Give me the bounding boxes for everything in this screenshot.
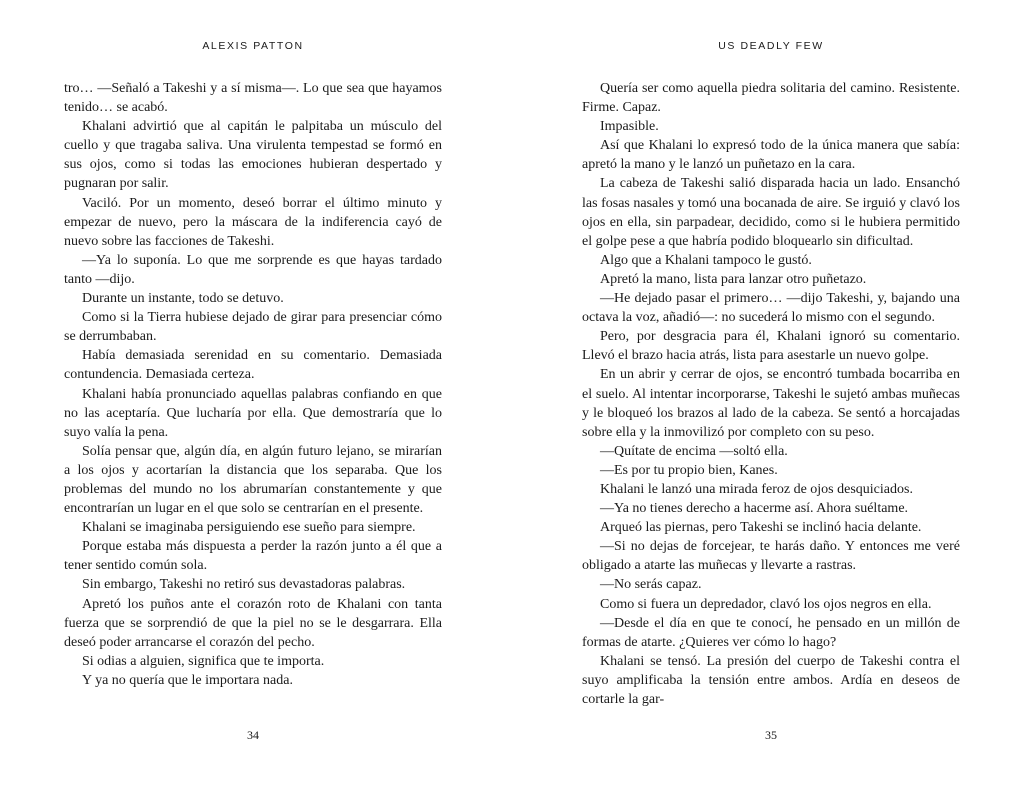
paragraph: Había demasiada serenidad en su comentario. Demasiada contundencia. Demasiada certeza. [64,348,442,383]
paragraph: Porque estaba más dispuesta a perder la razón junto a él que a tener sentido común sola. [64,539,442,574]
paragraph: Impasible. [600,119,659,135]
paragraph: —Ya no tienes derecho a hacerme así. Ahora suéltame. [600,501,909,517]
right-page-body [582,79,960,709]
paragraph: Arqueó las piernas, pero Takeshi se inclinó hacia delante. [600,520,922,536]
paragraph: tro… —Señaló a Takeshi y a sí misma—. Lo que sea que hayamos tenido… se acabó. [64,81,442,116]
left-page-body [64,79,442,690]
paragraph: Khalani se imaginaba persiguiendo ese sueño para siempre. [82,520,416,536]
paragraph: Si odias a alguien, significa que te importa. [82,653,325,669]
paragraph: Pero, por desgracia para él, Khalani ignoró su comentario. Llevó el brazo hacia atrás, lista para asestarle un nuevo golpe. [582,329,960,364]
paragraph: Quería ser como aquella piedra solitaria del camino. Resistente. Firme. Capaz. [582,81,960,116]
paragraph: Algo que a Khalani tampoco le gustó. [600,252,812,268]
paragraph: Khalani se tensó. La presión del cuerpo de Takeshi contra el suyo amplificaba la tensión entre ambos. Ardía en deseos de cortarle la gar- [582,653,960,707]
paragraph: Durante un instante, todo se detuvo. [82,291,284,307]
paragraph: Solía pensar que, algún día, en algún futuro lejano, se mirarían a los ojos y acortarían la distancia que los separaba. Que los problemas del mundo no los abrumarían constantemente y que encontrarían un lugar en el que solo se centrarían en el presente. [64,443,442,517]
paragraph: —He dejado pasar el primero… —dijo Takeshi, y, bajando una octava la voz, añadió—: no sucederá lo mismo con el segundo. [582,291,960,326]
paragraph: Sin embargo, Takeshi no retiró sus devastadoras palabras. [82,577,406,593]
paragraph: —Quítate de encima —soltó ella. [600,443,788,459]
paragraph: Como si la Tierra hubiese dejado de girar para presenciar cómo se derrumbaban. [64,310,442,345]
running-head-author: ALEXIS PATTON [202,40,304,52]
paragraph: Khalani le lanzó una mirada feroz de ojos desquiciados. [600,481,913,497]
paragraph: —Ya lo suponía. Lo que me sorprende es que hayas tardado tanto —dijo. [64,252,442,287]
paragraph: Khalani advirtió que al capitán le palpitaba un músculo del cuello y que tragaba saliva. Una virulenta tempestad se formó en sus ojos, como si todas las emociones hubieran despertado y pugnaran por salir. [64,119,442,192]
page-number: 35 [765,728,777,742]
paragraph: Khalani había pronunciado aquellas palabras confiando en que no las aceptaría. Que lucharía por ella. Que demostraría que lo suyo valía la pena. [64,386,442,440]
paragraph: Así que Khalani lo expresó todo de la única manera que sabía: apretó la mano y le lanzó un puñetazo en la cara. [582,138,960,173]
paragraph: —Es por tu propio bien, Kanes. [600,462,778,478]
left-page [64,0,442,785]
paragraph: Vaciló. Por un momento, deseó borrar el último minuto y empezar de nuevo, pero la máscara de la indiferencia cayó de nuevo sobre las facciones de Takeshi. [64,195,442,249]
paragraph: Apretó la mano, lista para lanzar otro puñetazo. [600,271,867,287]
paragraph: —No serás capaz. [600,577,702,593]
right-page [582,0,960,785]
paragraph: —Si no dejas de forcejear, te harás daño. Y entonces me veré obligado a atarte las muñecas y llevarte a rastras. [582,539,960,574]
running-head-title: US DEADLY FEW [718,40,824,52]
paragraph: La cabeza de Takeshi salió disparada hacia un lado. Ensanchó las fosas nasales y tomó una bocanada de aire. Se irguió y clavó los ojos en ella, sin parpadear, decidido, como si le hubiera permitido el golpe pese a que habría podido bloquearlo sin dificultad. [582,176,960,249]
paragraph: —Desde el día en que te conocí, he pensado en un millón de formas de atarte. ¿Quieres ver cómo lo hago? [582,615,960,650]
paragraph: En un abrir y cerrar de ojos, se encontró tumbada bocarriba en el suelo. Al intentar incorporarse, Takeshi le sujetó ambas muñecas y le bloqueó los brazos al lado de la cabeza. Se sentó a horcajadas sobre ella y la inmovilizó por completo con su peso. [582,367,960,440]
paragraph: Apretó los puños ante el corazón roto de Khalani con tanta fuerza que se sorprendió de que la piel no se le desgarrara. Ella deseó poder arrancarse el corazón del pecho. [64,596,442,650]
page-number: 34 [247,728,259,742]
paragraph: Y ya no quería que le importara nada. [82,672,293,688]
paragraph: Como si fuera un depredador, clavó los ojos negros en ella. [600,596,932,612]
